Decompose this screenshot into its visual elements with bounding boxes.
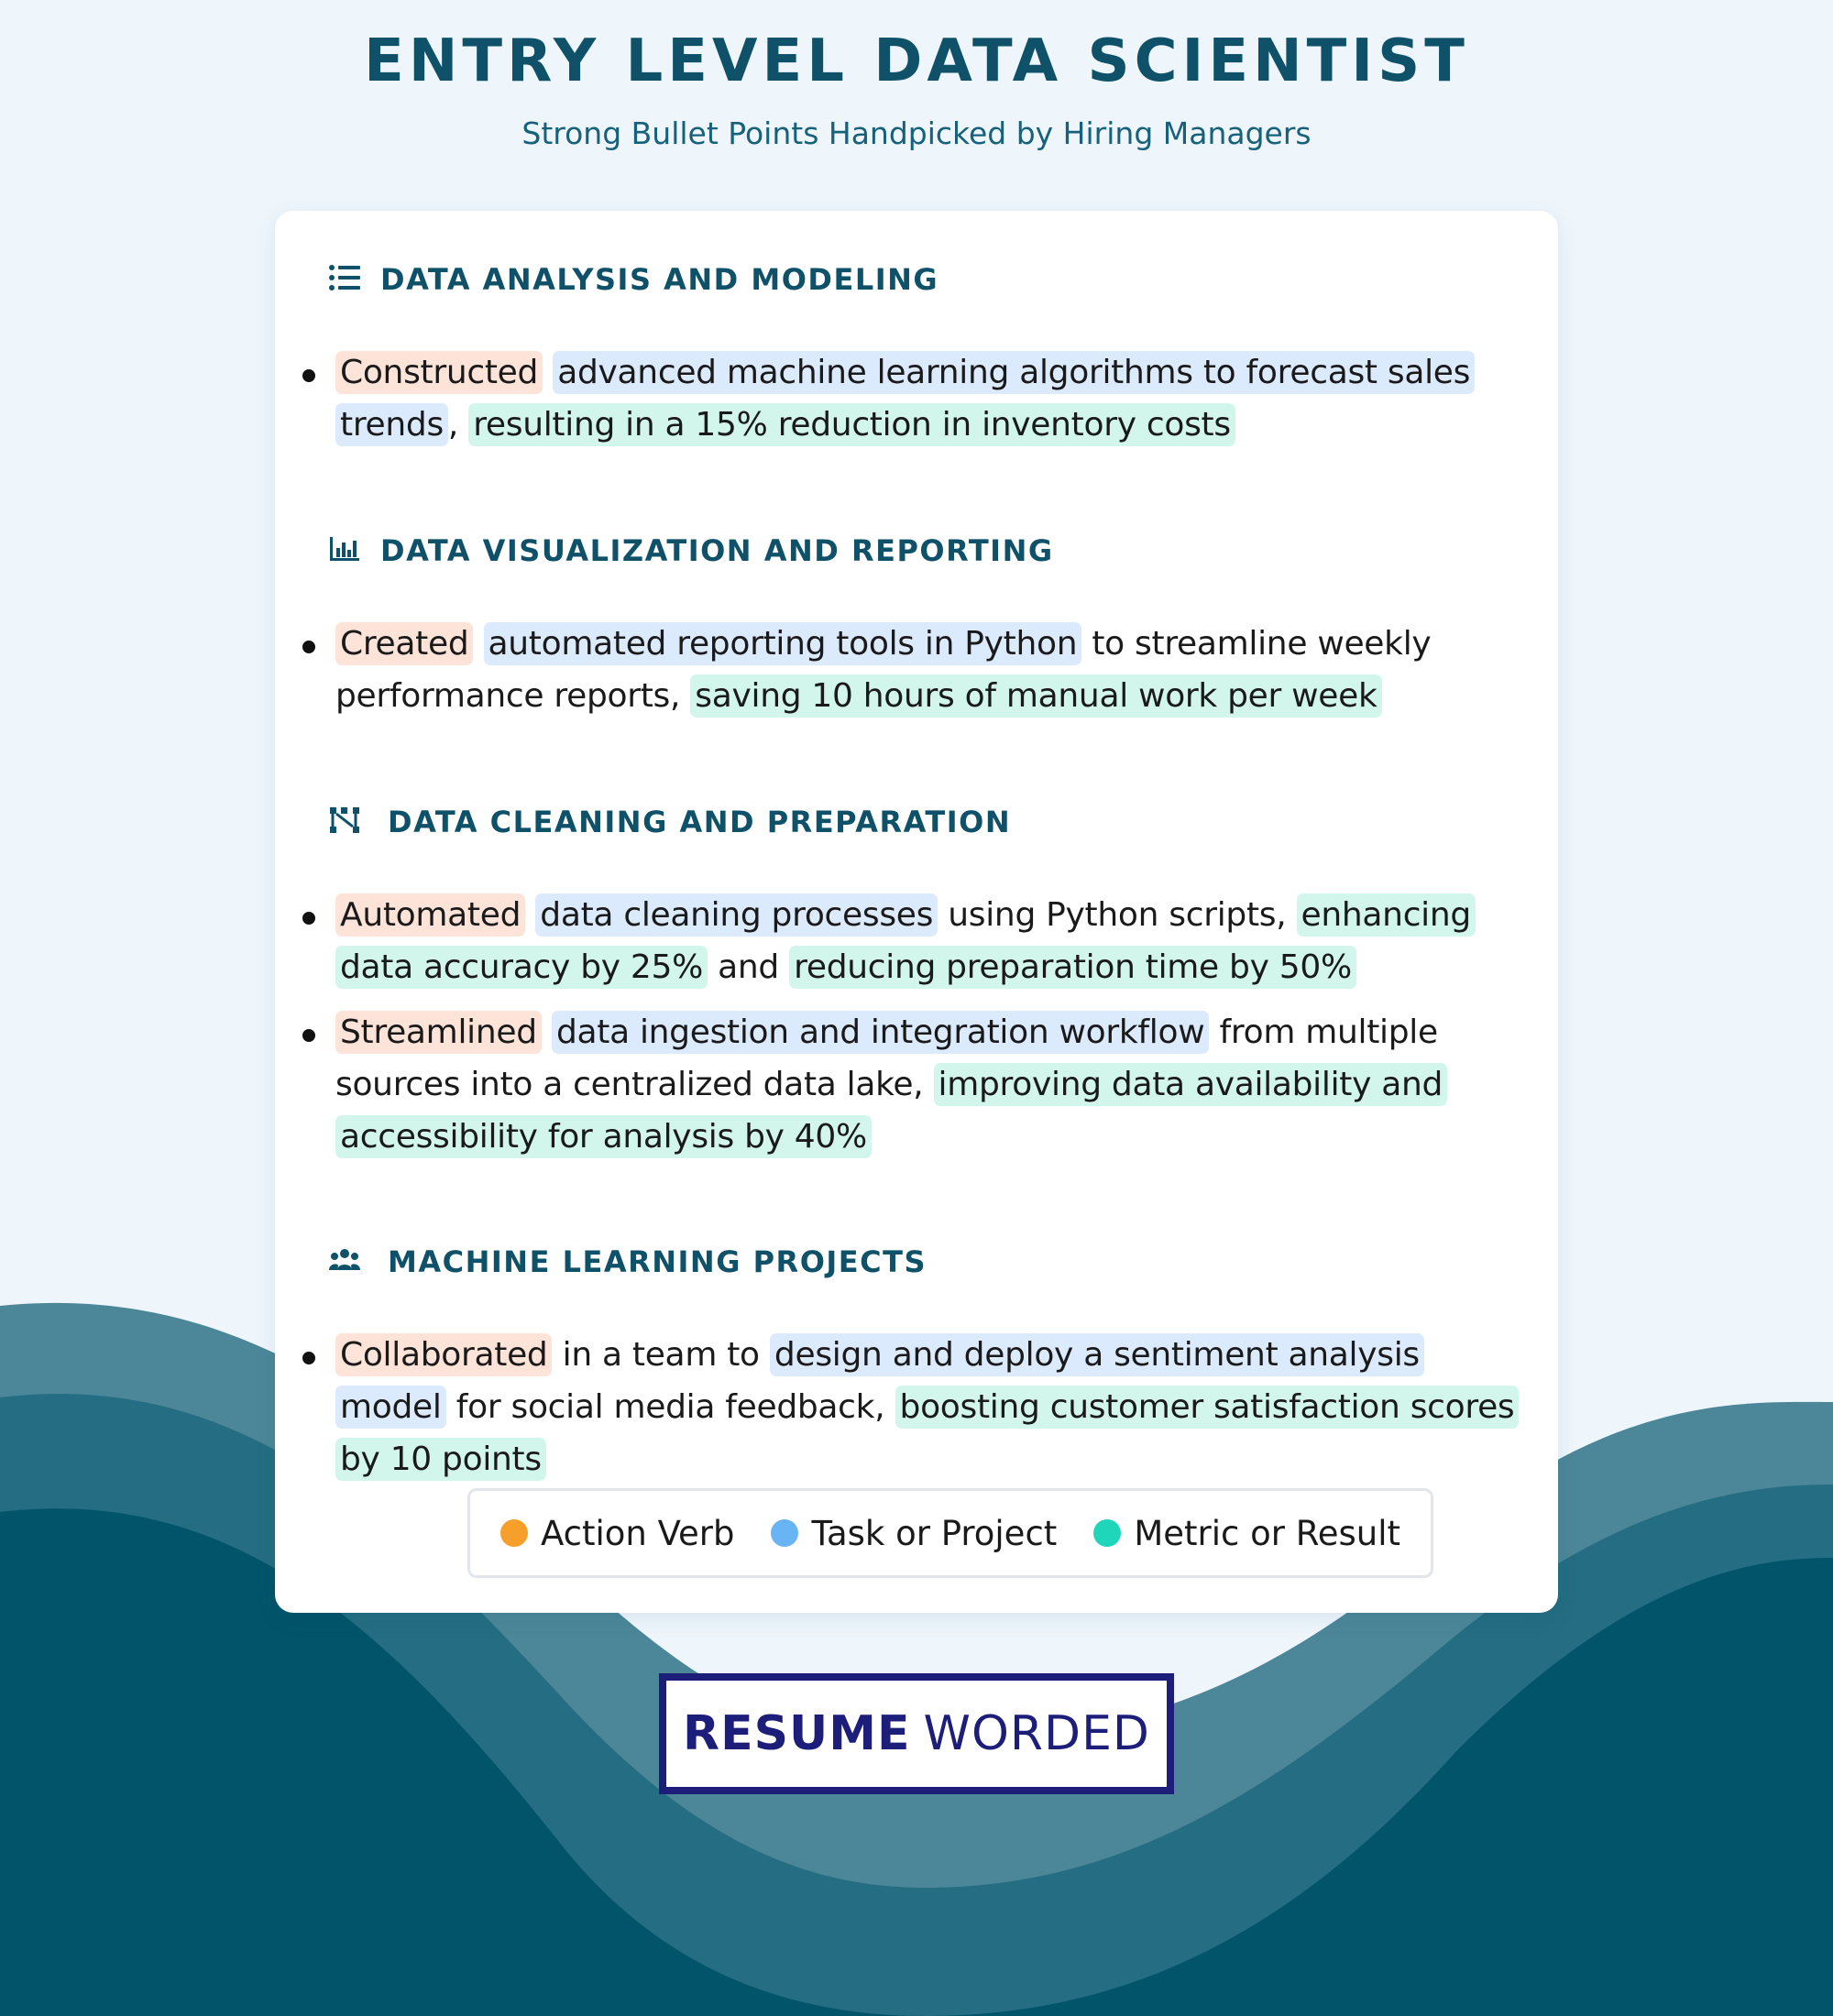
page-header [0, 27, 1833, 151]
metric-highlight: reducing preparation time by 50% [789, 946, 1356, 989]
bullet-item [275, 346, 1558, 451]
metric-highlight: improving data availability and accessibility for analysis by 40% [335, 1063, 1447, 1158]
section-data-analysis [275, 255, 1558, 444]
legend-dot [1093, 1519, 1121, 1547]
bullet-text [335, 893, 1476, 989]
list-icon [328, 262, 361, 293]
plain-text [473, 625, 483, 663]
section-title: DATA CLEANING AND PREPARATION [388, 805, 1012, 839]
bullet-text [335, 1333, 1519, 1481]
action-verb-highlight: Streamlined [335, 1011, 542, 1054]
section-title: DATA VISUALIZATION AND REPORTING [380, 533, 1054, 568]
legend-dot [771, 1519, 798, 1547]
legend-label: Metric or Result [1134, 1513, 1401, 1553]
legend-item-action-verb [500, 1514, 735, 1553]
task-highlight: design and deploy a sentiment analysis model [335, 1333, 1424, 1429]
brand-light: WORDED [923, 1706, 1150, 1761]
bullet-item [275, 889, 1558, 993]
highlight-legend [467, 1488, 1433, 1578]
legend-item-task [771, 1514, 1057, 1553]
action-verb-highlight: Constructed [335, 351, 543, 394]
section-header [275, 797, 1558, 843]
bullet-item [275, 1329, 1558, 1485]
plain-text: from multiple sources into a centralized data lake, [335, 1013, 1438, 1103]
legend-item-metric [1093, 1514, 1400, 1553]
section-data-cleaning [275, 797, 1558, 1156]
task-highlight: data ingestion and integration workflow [552, 1011, 1209, 1054]
page-title: ENTRY LEVEL DATA SCIENTIST [364, 27, 1469, 95]
bullet-dot [302, 1352, 315, 1364]
metric-highlight: resulting in a 15% reduction in inventory costs [468, 403, 1235, 446]
plain-text [525, 896, 535, 934]
team-icon [328, 1244, 361, 1276]
plain-text: , [447, 406, 469, 444]
brand-text [683, 1706, 1150, 1761]
bullet-list [275, 618, 1558, 735]
bullet-dot [302, 369, 315, 382]
legend-label: Action Verb [540, 1513, 735, 1553]
plain-text [543, 354, 553, 391]
action-verb-highlight: Created [335, 622, 473, 665]
task-highlight: advanced machine learning algorithms to forecast sales trends [335, 351, 1475, 446]
task-highlight: data cleaning processes [535, 893, 938, 937]
bullet-item [275, 618, 1558, 722]
plain-text: to streamline weekly performance reports, [335, 625, 1432, 715]
bullet-text [335, 1011, 1447, 1158]
bullet-list [275, 346, 1558, 464]
bullet-text [335, 351, 1475, 446]
section-header [275, 255, 1558, 301]
section-title: MACHINE LEARNING PROJECTS [388, 1244, 927, 1279]
section-data-visualization [275, 526, 1558, 715]
action-verb-highlight: Automated [335, 893, 525, 937]
metric-highlight: enhancing data accuracy by 25% [335, 893, 1476, 989]
plain-text: in a team to [552, 1336, 770, 1374]
page-subtitle: Strong Bullet Points Handpicked by Hiring Managers [521, 115, 1312, 151]
bullet-text [335, 622, 1431, 718]
data-flow-icon [328, 805, 361, 836]
metric-highlight: saving 10 hours of manual work per week [690, 674, 1381, 718]
action-verb-highlight: Collaborated [335, 1333, 552, 1376]
section-machine-learning [275, 1237, 1558, 1478]
plain-text: and [708, 948, 790, 986]
resume-worded-logo[interactable] [659, 1673, 1174, 1794]
legend-dot [500, 1519, 528, 1547]
bullet-list [275, 1329, 1558, 1498]
legend-label: Task or Project [811, 1513, 1058, 1553]
bullet-item [275, 1006, 1558, 1163]
section-header [275, 526, 1558, 572]
bullet-dot [302, 1029, 315, 1042]
metric-highlight: boosting customer satisfaction scores by 10 points [335, 1386, 1519, 1481]
brand-strong: RESUME [683, 1706, 911, 1761]
bar-chart-icon [328, 533, 361, 564]
section-title: DATA ANALYSIS AND MODELING [380, 262, 939, 297]
bullet-dot [302, 912, 315, 925]
task-highlight: automated reporting tools in Python [484, 622, 1082, 665]
bullet-dot [302, 641, 315, 653]
plain-text: for social media feedback, [445, 1388, 895, 1426]
plain-text: using Python scripts, [938, 896, 1297, 934]
section-header [275, 1237, 1558, 1283]
plain-text [542, 1013, 552, 1051]
bullet-points-card [275, 211, 1558, 1613]
bullet-list [275, 889, 1558, 1176]
